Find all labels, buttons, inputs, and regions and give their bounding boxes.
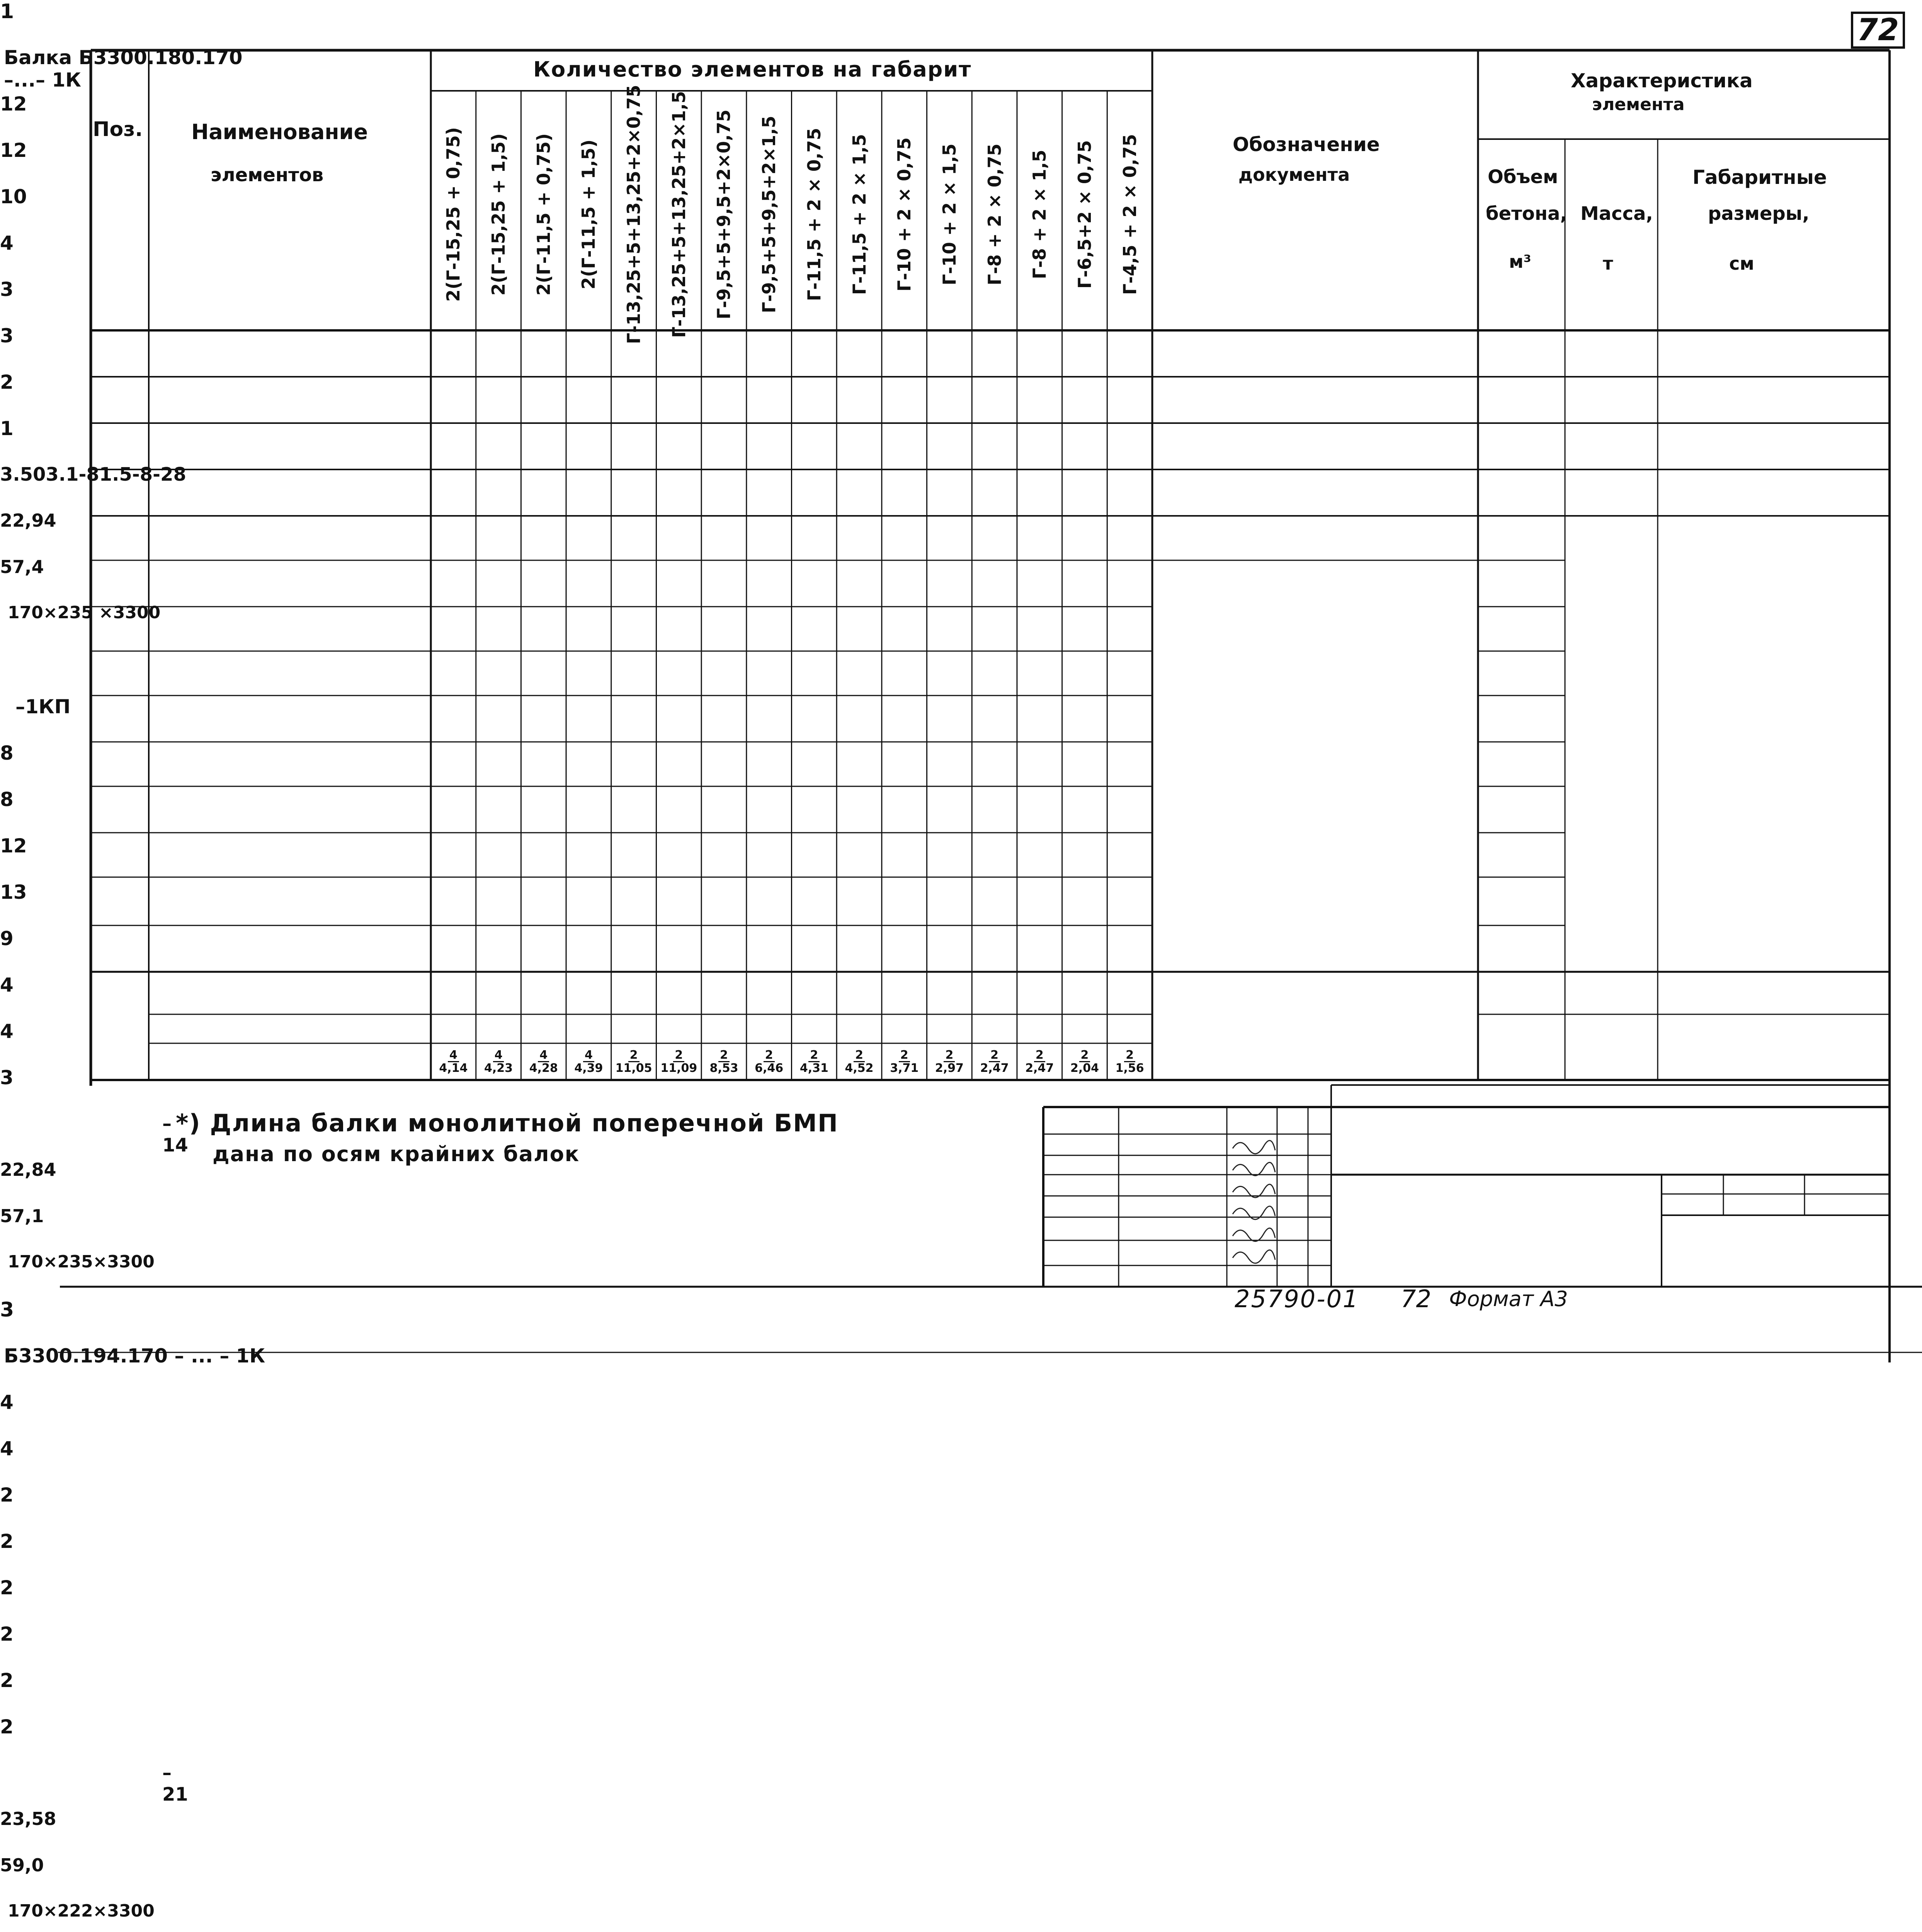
volume-denominator: 8,53 bbox=[709, 1061, 738, 1075]
gabarit-header-7: Г-9,5+5+9,5+2×0,75 bbox=[713, 109, 735, 320]
header-designation-line1: Обозначение bbox=[1233, 133, 1380, 156]
footnote-line2: дана по осям крайних балок bbox=[213, 1142, 580, 1166]
header-volume-line2: бетона, bbox=[1486, 203, 1567, 224]
quantity-cell: 13 bbox=[0, 881, 27, 903]
count-numerator: 4 bbox=[448, 1049, 459, 1063]
volume-denominator: 4,28 bbox=[529, 1061, 558, 1075]
quantity-cell: 2 bbox=[0, 1530, 14, 1553]
header-dims-line1: Габаритные bbox=[1692, 166, 1827, 189]
volume-denominator: 6,46 bbox=[755, 1061, 784, 1075]
header-characteristic-line1: Характеристика bbox=[1571, 70, 1753, 92]
row-element-name: Балка Б3300.180.170 –...– 1К bbox=[4, 46, 243, 91]
header-quantity: Количество элементов на габарит bbox=[533, 57, 972, 82]
row-dimensions: 170×235×3300 bbox=[8, 1252, 155, 1272]
volume-denominator: 4,23 bbox=[484, 1061, 513, 1075]
row-pos: 1 bbox=[0, 0, 14, 23]
gabarit-header-14: Г-8 + 2 × 1,5 bbox=[1029, 150, 1050, 279]
quantity-cell: 9 bbox=[0, 927, 14, 950]
quantity-cell: 12 bbox=[0, 139, 27, 162]
gabarit-header-9: Г-11,5 + 2 × 0,75 bbox=[803, 128, 825, 301]
header-volume-line3: м³ bbox=[1509, 251, 1531, 272]
gabarit-header-2: 2(Г-15,25 + 1,5) bbox=[488, 133, 509, 296]
volume-denominator: 2,47 bbox=[1025, 1061, 1054, 1075]
count-fraction-cell bbox=[1017, 1043, 1062, 1080]
gabarit-header-15: Г-6,5+2 × 0,75 bbox=[1074, 140, 1095, 289]
header-name-line1: Наименование bbox=[191, 120, 368, 144]
count-fraction-cell bbox=[972, 1043, 1017, 1080]
quantity-cell: 1 bbox=[0, 417, 14, 440]
volume-denominator: 2,97 bbox=[935, 1061, 964, 1075]
row-mass: 59,0 bbox=[0, 1855, 44, 1876]
volume-denominator: 4,52 bbox=[845, 1061, 874, 1075]
count-fraction-cell bbox=[747, 1043, 792, 1080]
row-doc-designation: –21 bbox=[162, 1762, 188, 1805]
count-numerator: 2 bbox=[899, 1049, 910, 1063]
signature-mark bbox=[1233, 1162, 1275, 1175]
row-mass: 57,1 bbox=[0, 1206, 44, 1226]
inventory-number: 25790-01 bbox=[1235, 1285, 1359, 1313]
count-numerator: 2 bbox=[764, 1049, 775, 1063]
gabarit-header-5: Г-13,25+5+13,25+2×0,75 bbox=[623, 85, 645, 344]
bottom-page-number: 72 bbox=[1401, 1285, 1431, 1313]
footnote-line1: *) Длина балки монолитной поперечной БМП bbox=[176, 1109, 839, 1137]
count-fraction-cell bbox=[1062, 1043, 1107, 1080]
signature-mark bbox=[1233, 1141, 1275, 1154]
count-numerator: 2 bbox=[673, 1049, 684, 1063]
volume-denominator: 4,14 bbox=[439, 1061, 468, 1075]
quantity-cell: 4 bbox=[0, 974, 14, 996]
count-fraction-cell bbox=[882, 1043, 927, 1080]
gabarit-header-16: Г-4,5 + 2 × 0,75 bbox=[1119, 134, 1140, 295]
count-fraction-cell bbox=[431, 1043, 476, 1080]
quantity-cell: 2 bbox=[0, 1484, 14, 1506]
count-fraction-cell bbox=[1107, 1043, 1152, 1080]
header-characteristic-line2: элемента bbox=[1592, 95, 1685, 114]
row-dimensions: 170×222×3300 bbox=[8, 1901, 155, 1921]
volume-denominator: 11,05 bbox=[615, 1061, 652, 1075]
count-numerator: 4 bbox=[538, 1049, 549, 1063]
quantity-cell: 4 bbox=[0, 1437, 14, 1460]
count-fraction-cell bbox=[701, 1043, 747, 1080]
count-numerator: 2 bbox=[808, 1049, 820, 1063]
header-name-line2: элементов bbox=[211, 164, 324, 186]
header-designation-line2: документа bbox=[1238, 164, 1350, 185]
row-element-name: –1КП bbox=[15, 696, 71, 718]
gabarit-header-4: 2(Г-11,5 + 1,5) bbox=[578, 139, 599, 290]
volume-denominator: 11,09 bbox=[660, 1061, 697, 1075]
count-numerator: 2 bbox=[1124, 1049, 1135, 1063]
row-concrete-volume: 22,94 bbox=[0, 510, 56, 531]
volume-denominator: 4,39 bbox=[574, 1061, 603, 1075]
count-fraction-cell bbox=[927, 1043, 972, 1080]
count-numerator: 2 bbox=[718, 1049, 730, 1063]
header-pos: Поз. bbox=[93, 118, 143, 141]
row-doc-designation: 3.503.1-81.5-8-28 bbox=[0, 464, 186, 485]
row-pos: 3 bbox=[0, 1298, 14, 1321]
gabarit-header-10: Г-11,5 + 2 × 1,5 bbox=[849, 134, 870, 295]
volume-denominator: 4,31 bbox=[799, 1061, 828, 1075]
volume-denominator: 2,47 bbox=[980, 1061, 1009, 1075]
header-mass-line2: т bbox=[1603, 253, 1613, 274]
row-mass: 57,4 bbox=[0, 556, 44, 577]
sheet-number: 72 bbox=[1857, 13, 1899, 48]
row-concrete-volume: 23,58 bbox=[0, 1808, 56, 1829]
gabarit-header-11: Г-10 + 2 × 0,75 bbox=[894, 137, 915, 292]
header-mass-line1: Масса, bbox=[1580, 203, 1653, 224]
volume-denominator: 3,71 bbox=[890, 1061, 919, 1075]
count-fraction-cell bbox=[792, 1043, 837, 1080]
volume-denominator: 1,56 bbox=[1115, 1061, 1144, 1075]
signature-mark bbox=[1233, 1250, 1275, 1263]
quantity-cell: 12 bbox=[0, 835, 27, 857]
count-numerator: 2 bbox=[1079, 1049, 1090, 1063]
gabarit-header-8: Г-9,5+5+9,5+2×1,5 bbox=[759, 116, 780, 313]
count-numerator: 2 bbox=[1034, 1049, 1045, 1063]
header-volume-line1: Объем bbox=[1488, 166, 1558, 188]
count-fraction-cell bbox=[611, 1043, 657, 1080]
signature-mark bbox=[1233, 1228, 1275, 1241]
count-numerator: 2 bbox=[628, 1049, 640, 1063]
quantity-cell: 4 bbox=[0, 1020, 14, 1043]
quantity-cell: 2 bbox=[0, 1577, 14, 1599]
quantity-cell: 3 bbox=[0, 325, 14, 347]
count-numerator: 2 bbox=[989, 1049, 1000, 1063]
table-row bbox=[0, 1298, 1922, 1932]
quantity-cell: 3 bbox=[0, 1066, 14, 1089]
count-fraction-cell bbox=[476, 1043, 521, 1080]
sheet-number-box bbox=[1851, 12, 1905, 49]
paper-format: Формат А3 bbox=[1449, 1287, 1568, 1311]
quantity-cell: 8 bbox=[0, 788, 14, 811]
quantity-cell: 2 bbox=[0, 371, 14, 393]
quantity-cell: 2 bbox=[0, 1669, 14, 1692]
gabarit-header-6: Г-13,25+5+13,25+2×1,5 bbox=[668, 91, 689, 338]
quantity-cell: 2 bbox=[0, 1716, 14, 1738]
count-numerator: 4 bbox=[583, 1049, 594, 1063]
quantity-cell: 4 bbox=[0, 1391, 14, 1413]
quantity-cell: 8 bbox=[0, 742, 14, 764]
quantity-cell: 10 bbox=[0, 185, 27, 208]
gabarit-header-3: 2(Г-11,5 + 0,75) bbox=[533, 133, 554, 296]
quantity-cell: 3 bbox=[0, 278, 14, 301]
count-numerator: 4 bbox=[493, 1049, 504, 1063]
count-fraction-cell bbox=[837, 1043, 882, 1080]
quantity-cell: 12 bbox=[0, 93, 27, 115]
gabarit-header-1: 2(Г-15,25 + 0,75) bbox=[443, 127, 464, 302]
row-concrete-volume: 22,84 bbox=[0, 1159, 56, 1180]
quantity-cell: 2 bbox=[0, 1623, 14, 1645]
count-fraction-cell bbox=[566, 1043, 611, 1080]
gabarit-header-13: Г-8 + 2 × 0,75 bbox=[984, 143, 1005, 286]
count-numerator: 2 bbox=[854, 1049, 865, 1063]
row-dimensions: 170×235 ×3300 bbox=[8, 603, 161, 622]
quantity-cell: 4 bbox=[0, 232, 14, 254]
row-doc-designation: –14 bbox=[162, 1113, 188, 1156]
count-fraction-cell bbox=[656, 1043, 701, 1080]
header-dims-line2: размеры, bbox=[1708, 203, 1810, 224]
gabarit-header-12: Г-10 + 2 × 1,5 bbox=[939, 143, 960, 286]
count-numerator: 2 bbox=[944, 1049, 955, 1063]
volume-denominator: 2,04 bbox=[1070, 1061, 1099, 1075]
row-element-name: Б3300.194.170 – ... – 1К bbox=[4, 1345, 265, 1367]
count-fraction-cell bbox=[521, 1043, 566, 1080]
header-dims-line3: см bbox=[1729, 253, 1754, 274]
